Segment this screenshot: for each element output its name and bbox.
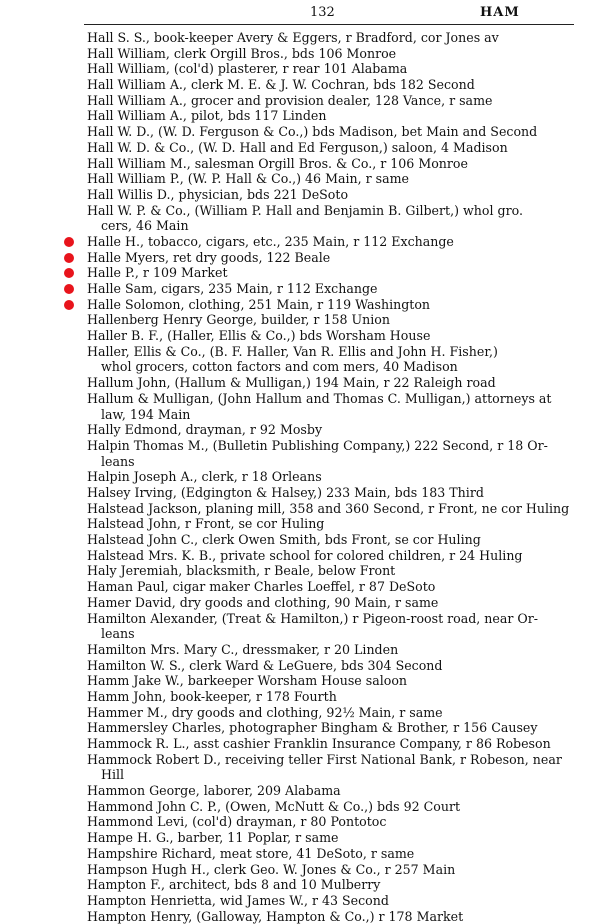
- entry-text: Hammock Robert D., receiving teller First National Bank, r Robeson, near: [87, 751, 562, 767]
- entry-continuation-text: law, 194 Main: [101, 406, 191, 422]
- entry-text: Halle H., tobacco, cigars, etc., 235 Main, r 112 Exchange: [87, 233, 454, 249]
- entry-text: Halstead John, r Front, se cor Huling: [87, 516, 325, 532]
- entry-text: Hall S. S., book-keeper Avery & Eggers, r Bradford, cor Jones av: [87, 30, 499, 45]
- directory-entries: [87, 30, 582, 924]
- entry-text: Hall W. P. & Co., (William P. Hall and Benjamin B. Gilbert,) whol gro.: [87, 202, 523, 218]
- directory-entry: [87, 187, 582, 203]
- entry-continuation-text: cers, 46 Main: [101, 218, 189, 234]
- entry-text: Halle P., r 109 Market: [87, 265, 228, 281]
- entry-continuation-text: Hill: [101, 767, 125, 783]
- entry-text: Hallenberg Henry George, builder, r 158 Union: [87, 312, 390, 328]
- directory-entry: [87, 171, 582, 187]
- entry-text: Halpin Joseph A., clerk, r 18 Orleans: [87, 469, 322, 485]
- entry-text: Hammond John C. P., (Owen, McNutt & Co.,) bds 92 Court: [87, 798, 461, 814]
- entry-text: Halle Sam, cigars, 235 Main, r 112 Exchange: [87, 281, 378, 297]
- entry-text: Hall William A., grocer and provision dealer, 128 Vance, r same: [87, 92, 493, 108]
- directory-entry: [87, 642, 582, 658]
- directory-entry: [87, 501, 582, 517]
- entry-text: Hall W. D., (W. D. Ferguson & Co.,) bds Madison, bet Main and Second: [87, 124, 538, 140]
- directory-entry: [87, 689, 582, 705]
- entry-text: Hampton Henrietta, wid James W., r 43 Second: [87, 892, 389, 908]
- directory-entry: [87, 579, 582, 595]
- entry-continuation-text: leans: [101, 626, 135, 642]
- directory-entry: [87, 328, 582, 344]
- entry-text: Hampson Hugh H., clerk Geo. W. Jones & Co., r 257 Main: [87, 861, 456, 877]
- running-head: HAM: [480, 5, 520, 20]
- entry-text: Hally Edmond, drayman, r 92 Mosby: [87, 422, 323, 438]
- directory-entry: [87, 736, 582, 752]
- directory-entry: [87, 720, 582, 736]
- directory-entry: [87, 814, 582, 830]
- red-dot-marker-icon: [64, 284, 74, 294]
- directory-entry: [87, 391, 582, 422]
- entry-text: Hampton F., architect, bds 8 and 10 Mulberry: [87, 877, 381, 893]
- directory-entry: [87, 611, 582, 642]
- entry-text: Hall William A., pilot, bds 117 Linden: [87, 108, 327, 124]
- entry-text: Hammersley Charles, photographer Bingham & Brother, r 156 Causey: [87, 720, 538, 736]
- directory-entry: [87, 752, 582, 783]
- entry-text: Halstead Jackson, planing mill, 358 and 360 Second, r Front, ne cor Huling: [87, 500, 570, 516]
- directory-entry: [87, 438, 582, 469]
- directory-entry: [87, 485, 582, 501]
- entry-text: Halpin Thomas M., (Bulletin Publishing Company,) 222 Second, r 18 Or-: [87, 437, 548, 453]
- entry-text: Hall Willis D., physician, bds 221 DeSoto: [87, 186, 349, 202]
- entry-text: Hamilton Mrs. Mary C., dressmaker, r 20 Linden: [87, 641, 399, 657]
- entry-text: Hamilton Alexander, (Treat & Hamilton,) r Pigeon-roost road, near Or-: [87, 610, 539, 626]
- entry-text: Hall William A., clerk M. E. & J. W. Cochran, bds 182 Second: [87, 77, 475, 93]
- directory-entry: [87, 563, 582, 579]
- entry-text: Haman Paul, cigar maker Charles Loeffel, r 87 DeSoto: [87, 579, 436, 595]
- directory-entry: [87, 469, 582, 485]
- entry-text: Hall W. D. & Co., (W. D. Hall and Ed Ferguson,) saloon, 4 Madison: [87, 139, 508, 155]
- directory-entry: [87, 93, 582, 109]
- directory-entry: [87, 250, 582, 266]
- entry-text: Hampton Henry, (Galloway, Hampton & Co.,) r 178 Market: [87, 908, 464, 924]
- directory-entry: [87, 46, 582, 62]
- directory-entry: [87, 281, 582, 297]
- directory-entry: [87, 658, 582, 674]
- entry-text: Hallum & Mulligan, (John Hallum and Thomas C. Mulligan,) attorneys at: [87, 390, 552, 406]
- directory-entry: [87, 783, 582, 799]
- directory-entry: [87, 516, 582, 532]
- entry-text: Haller B. F., (Haller, Ellis & Co.,) bds Worsham House: [87, 328, 431, 344]
- directory-entry: [87, 705, 582, 721]
- entry-continuation-text: leans: [101, 453, 135, 469]
- entry-text: Hallum John, (Hallum & Mulligan,) 194 Main, r 22 Raleigh road: [87, 375, 496, 391]
- directory-entry: [87, 156, 582, 172]
- entry-text: Hammon George, laborer, 209 Alabama: [87, 783, 341, 799]
- directory-entry: [87, 344, 582, 375]
- directory-entry: [87, 30, 582, 46]
- directory-entry: [87, 312, 582, 328]
- directory-entry: [87, 375, 582, 391]
- entry-text: Hall William, (col'd) plasterer, r rear 101 Alabama: [87, 61, 408, 77]
- header-rule: [84, 24, 574, 25]
- entry-continuation-text: whol grocers, cotton factors and com mers, 40 Madison: [101, 359, 458, 375]
- entry-text: Hammock R. L., asst cashier Franklin Insurance Company, r 86 Robeson: [87, 736, 551, 752]
- directory-entry: [87, 799, 582, 815]
- directory-entry: [87, 893, 582, 909]
- red-dot-marker-icon: [64, 253, 74, 263]
- directory-entry: [87, 846, 582, 862]
- directory-entry: [87, 265, 582, 281]
- entry-text: Halle Myers, ret dry goods, 122 Beale: [87, 249, 331, 265]
- entry-text: Hampshire Richard, meat store, 41 DeSoto, r same: [87, 845, 415, 861]
- entry-text: Haly Jeremiah, blacksmith, r Beale, below Front: [87, 563, 396, 579]
- directory-entry: [87, 830, 582, 846]
- entry-text: Hamm John, book-keeper, r 178 Fourth: [87, 688, 337, 704]
- entry-text: Hamer David, dry goods and clothing, 90 Main, r same: [87, 594, 439, 610]
- directory-entry: [87, 877, 582, 893]
- directory-entry: [87, 234, 582, 250]
- directory-entry: [87, 862, 582, 878]
- directory-entry: [87, 595, 582, 611]
- directory-entry: [87, 532, 582, 548]
- directory-entry: [87, 140, 582, 156]
- entry-text: Hammer M., dry goods and clothing, 92½ Main, r same: [87, 704, 443, 720]
- entry-text: Hall William, clerk Orgill Bros., bds 106 Monroe: [87, 45, 397, 61]
- entry-text: Hamilton W. S., clerk Ward & LeGuere, bds 304 Second: [87, 657, 443, 673]
- directory-entry: [87, 548, 582, 564]
- directory-entry: [87, 203, 582, 234]
- directory-entry: [87, 108, 582, 124]
- entry-text: Halstead John C., clerk Owen Smith, bds Front, se cor Huling: [87, 532, 481, 548]
- red-dot-marker-icon: [64, 268, 74, 278]
- entry-text: Hammond Levi, (col'd) drayman, r 80 Pontotoc: [87, 814, 387, 830]
- entry-text: Hall William P., (W. P. Hall & Co.,) 46 Main, r same: [87, 171, 410, 187]
- entry-text: Halstead Mrs. K. B., private school for colored children, r 24 Huling: [87, 547, 523, 563]
- directory-entry: [87, 77, 582, 93]
- entry-text: Haller, Ellis & Co., (B. F. Haller, Van R. Ellis and John H. Fisher,): [87, 343, 498, 359]
- entry-text: Halsey Irving, (Edgington & Halsey,) 233 Main, bds 183 Third: [87, 485, 484, 500]
- directory-entry: [87, 422, 582, 438]
- directory-entry: [87, 909, 582, 924]
- entry-text: Hampe H. G., barber, 11 Poplar, r same: [87, 830, 339, 846]
- red-dot-marker-icon: [64, 237, 74, 247]
- directory-entry: [87, 673, 582, 689]
- entry-text: Halle Solomon, clothing, 251 Main, r 119 Washington: [87, 296, 431, 312]
- entry-text: Hamm Jake W., barkeeper Worsham House saloon: [87, 673, 408, 689]
- page-number: 132: [310, 5, 335, 20]
- directory-entry: [87, 61, 582, 77]
- entry-text: Hall William M., salesman Orgill Bros. & Co., r 106 Monroe: [87, 155, 468, 171]
- directory-entry: [87, 124, 582, 140]
- directory-entry: [87, 297, 582, 313]
- red-dot-marker-icon: [64, 300, 74, 310]
